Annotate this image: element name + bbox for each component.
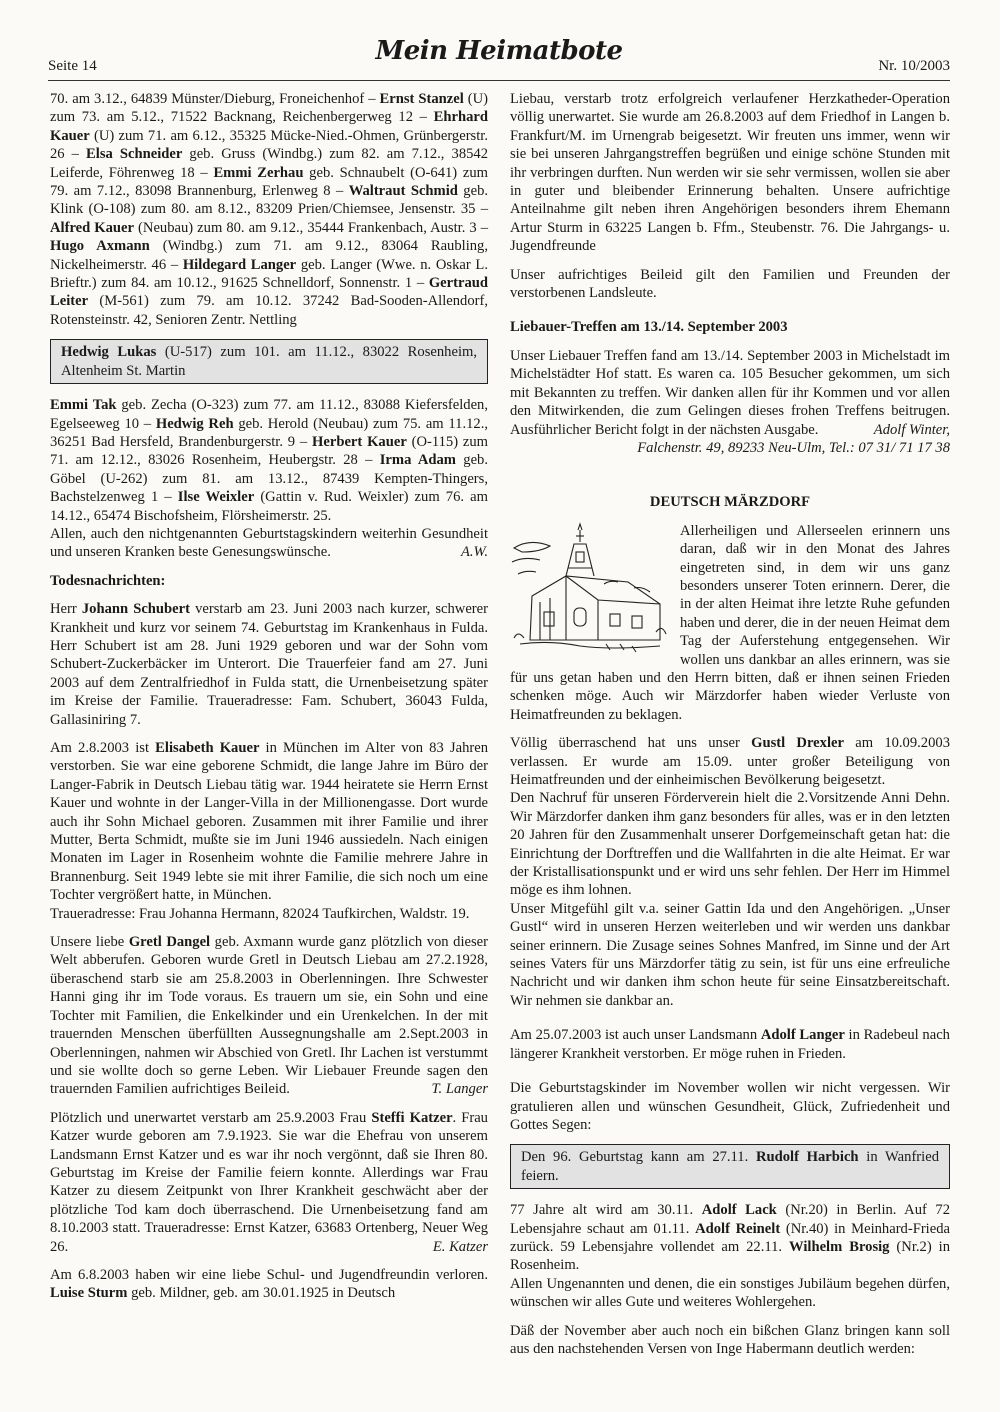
nachruf-paragraph: Den Nachruf für unseren Förderverein hielt die 2.Vorsitzende Anni Dehn. Wir Märzdorfer danken ihm ganz besonders für alles, was er in den letzten 20 Jahren für den Zusammenhalt unserer Dorfgemeinschaft getan hat: die Einrichtung der Dorftreffen und die Wallfahrten in die alte Heimat. Er war der Kristallisationspunkt und er wird uns sehr fehlen. Der Herr im Himmel möge es ihm lohnen.	[510, 790, 950, 899]
drexler-paragraph: Völlig überraschend hat uns unser Gustl Drexler am 10.09.2003 verlassen. Er wurde am 15.09. unter großer Beteiligung von Heimatfreunden und der einheimischen Bevölkerung beigesetzt.	[510, 735, 950, 788]
page-number: Seite 14	[48, 58, 97, 74]
allerheiligen-paragraph: Allerheiligen und Allerseelen erinnern uns daran, daß wir in den Monat des Jahres eingetreten sind, in dem wir uns ganz besonders unserer Toten erinnern. Derer, die in der alten Heimat ihre letzte Ruhe gefunden haben und derer, die in der neuen Heimat dem Tag der Auferstehung entgegensehen. Wir wollen uns dankbar an alles erinnern, was sie für uns getan haben und den Herrn bitten, daß er ihnen seinen Frieden schenken möge. Auch wir Märzdorfer haben wieder Verluste von Heimatfreunden zu beklagen.	[510, 522, 950, 723]
obituary-dangel-signature: T. Langer	[431, 1081, 488, 1098]
wishes-paragraph	[50, 525, 488, 562]
november-birthdays-intro: Die Geburtstagskinder im November wollen wir nicht vergessen. Wir gratulieren allen und wünschen Gesundheit, Glück, Zufriedenheit und Gottes Segen:	[510, 1080, 950, 1133]
obituary-dangel	[50, 933, 488, 1099]
obituary-kauer-address: Traueradresse: Frau Johanna Hermann, 82024 Taufkirchen, Waldstr. 19.	[50, 905, 470, 922]
birthday-list-2: Emmi Tak geb. Zecha (O-323) zum 77. am 11.12., 83088 Kiefersfelden, Egelseeweg 10 – Hedwig Reh geb. Herold (Neubau) zum 75. am 11.12., 36251 Bad Hersfeld, Brandenburgerstr. 9 – Herbert Kauer (O-115) zum 71. am 12.12., 83026 Rosenheim, Heubergstr. 28 – Irma Adam geb. Göbel (U-262) zum 81. am 13.12., 87439 Kempten-Thingers, Bachstelzenweg 1 – Ilse Weixler (Gattin v. Rud. Weixler) zum 76. am 14.12., 65474 Bischofsheim, Flörsheimerstr. 25.	[50, 397, 489, 524]
obituary-sturm-cont: Liebau, verstarb trotz erfolgreich verlaufener Herzkatheder-Operation völlig unerwartet. Sie wurde am 26.8.2003 auf dem Friedhof in Langen b. Frankfurt/M. im Urnengrab beigesetzt. Wir freuten uns immer, wenn wir sie bei unseren Jahrgangstreffen begrüßen und einige schöne Stunden mit ihr verbringen durften. Nun werden wir sie sehr vermissen, wollen sie aber in guter und bleibender Erinnerung behalten. Unsere aufrichtige Anteilnahme gilt neben ihren Angehörigen besonders ihrem Ehemann Artur Sturm in 63225 Langen b. Ffm., Steubenstr. 76. Die Jahrgangs- u. Jugendfreunde	[510, 91, 950, 255]
birthday-list-1: 70. am 3.12., 64839 Münster/Dieburg, Froneichenhof – Ernst Stanzel (U) zum 73. am 5.12., 71522 Backnang, Reichenbergerweg 12 – Ehrhard Kauer (U) zum 71. am 6.12., 35325 Mücke-Nied.-Ohmen, Grünbergerstr. 26 – Elsa Schneider geb. Gruss (Windbg.) zum 82. am 7.12., 38542 Leiferde, Föhrenweg 18 – Emmi Zerhau geb. Schnaubelt (O-641) zum 79. am 7.12., 83098 Brannenburg, Erlenweg 8 – Waltraut Schmid geb. Klink (O-108) zum 80. am 8.12., 83209 Prien/Chiemsee, Jensenstr. 35 – Alfred Kauer (Neubau) zum 80. am 9.12., 35444 Frankenbach, Austr. 3 – Hugo Axmann (Windbg.) zum 71. am 9.12., 83064 Raubling, Nickelheimerstr. 46 – Hildegard Langer geb. Langer (Wwe. n. Oskar L. Brieftr.) zum 84. am 10.12., 91625 Schnelldorf, Sonnenstr. 1 – Gertraud Leiter (M-561) zum 79. am 10.12. 37242 Bad-Sooden-Allendorf, Rotensteinstr. 42, Senioren Zentr. Nettling	[50, 91, 489, 328]
header-rule	[48, 80, 950, 81]
right-column	[510, 90, 950, 1368]
maerzdorf-section	[510, 522, 950, 724]
november-verses-intro: Däß der November aber auch noch ein bißchen Glanz bringen kann soll aus den nachstehenden Versen von Inge Habermann deutlich werden:	[510, 1322, 950, 1357]
jubilaeum-paragraph: Allen Ungenannten und denen, die ein sonstiges Jubiläum begehen dürfen, wünschen wir alles Gute und weiteres Wohlergehen.	[510, 1275, 950, 1311]
treffen-report	[510, 347, 950, 439]
wishes-text: Allen, auch den nichtgenannten Geburtstagskindern weiterhin Gesundheit und unseren Kranken beste Genesungswünsche.	[50, 525, 488, 561]
obituary-sturm: Am 6.8.2003 haben wir eine liebe Schul- und Jugendfreundin verloren. Luise Sturm geb. Mildner, geb. am 30.01.1925 in Deutsch	[50, 1266, 488, 1302]
obituaries-heading: Todesnachrichten:	[50, 572, 166, 589]
treffen-report-text: Unser Liebauer Treffen fand am 13./14. September 2003 in Michelstadt im Michelstädter Hof statt. Es waren ca. 105 Besucher gekommen, um sich mit Bekannten zu treffen. Wir danken allen für ihr Kommen und vor allen den Mitwirkenden, die zum Gelingen dieses frohen Treffens beitrugen. Ausführlicher Bericht folgt in der nächsten Ausgabe.	[510, 347, 950, 438]
obituary-schubert: Herr Johann Schubert verstarb am 23. Juni 2003 nach kurzer, schwerer Krankheit und kurz vor seinem 74. Geburtstag im Krankenhaus in Fulda. Herr Schubert ist am 28. Juni 1929 geboren und war der Sohn vom Schubert-Zuckerbäcker im Unterort. Die Trauerfeier fand am 27. Juni 2003 auf dem Zentralfriedhof in Fulda statt, die Urnenbeisetzung später im Kreise der Familie. Traueradresse: Fam. Schubert, 36043 Fulda, Gallasiniring 7.	[50, 601, 488, 728]
page-header	[48, 34, 950, 74]
langer-paragraph: Am 25.07.2003 ist auch unser Landsmann Adolf Langer in Radebeul nach längerer Krankheit verstorben. Er möge ruhen in Frieden.	[510, 1027, 950, 1062]
highlight-box-harbich: Den 96. Geburtstag kann am 27.11. Rudolf Harbich in Wanfried feiern.	[510, 1144, 950, 1189]
treffen-signature: Adolf Winter,	[873, 421, 950, 438]
condolence-paragraph: Unser aufrichtiges Beileid gilt den Familien und Freunden der verstorbenen Landsleute.	[510, 266, 950, 302]
obituary-katzer-text: Plötzlich und unerwartet verstarb am 25.9.2003 Frau Steffi Katzer. Frau Katzer wurde geboren am 7.9.1923. Sie war die Ehefrau von unserem Landsmann Ernst Katzer und es war ihr noch vergönnt, daß sie Ihren 80. Geburtstag im Kreise der Familie feiern konnte. Allerdings war Frau Katzer zu diesem Zeitpunkt von Ihrer Krankheit geschwächt aber der plötzliche Tod kam doch überraschend. Die Urnenbeisetzung fand am 8.10.2003 statt. Traueradresse: Ernst Katzer, 63683 Ortenberg, Neuer Weg 26.	[50, 1109, 488, 1255]
treffen-heading: Liebauer-Treffen am 13./14. September 2003	[510, 319, 788, 336]
church-drawing-icon	[510, 522, 670, 654]
highlight-box-hedwig-lukas: Hedwig Lukas (U-517) zum 101. am 11.12., 83022 Rosenheim, Altenheim St. Martin	[50, 339, 488, 384]
issue-number: Nr. 10/2003	[878, 58, 950, 74]
maerzdorf-heading: DEUTSCH MÄRZDORF	[649, 494, 811, 511]
masthead-logo: Mein Heimatbote	[375, 36, 623, 66]
obituary-kauer: Am 2.8.2003 ist Elisabeth Kauer in München im Alter von 83 Jahren verstorben. Sie war eine geborene Schmidt, die lange Jahre im Büro der Langer-Fabrik in Deutsch Liebau tätig war. 1944 heiratete sie Herrn Ernst Kauer und wohnte in der Langer-Villa in der Millionengasse. Dort wurde auch ihr Sohn Michael geboren. Zusammen mit ihrer Familie und ihrer Mutter, Berta Schmidt, mußte sie im Juni 1946 aussiedeln. Nach einigen Monaten im Lager in Rosenheim wohnte die Familie mehrere Jahre in Brannenburg. Seit 1949 lebte sie mit ihrer Familie, die sich noch um eine Tochter vergrößert hatte, in München.	[50, 740, 488, 904]
wishes-signature: A.W.	[460, 544, 488, 561]
november-birthdays-list: 77 Jahre alt wird am 30.11. Adolf Lack (Nr.20) in Berlin. Auf 72 Lebensjahre schaut am 01.11. Adolf Reinelt (Nr.40) in Meinhard-Frieda zurück. 59 Lebensjahre vollendet am 22.11. Wilhelm Brosig (Nr.2) in Rosenheim.	[510, 1202, 951, 1274]
obituary-dangel-text: Unsere liebe Gretl Dangel geb. Axmann wurde ganz plötzlich von dieser Welt abberufen. Geboren wurde Gretl in Deutsch Liebau am 27.2.1928, überaschend starb sie am 25.8.2003 in Oberlenningen. Ihre Schwester Hanni ging ihr im Tode voraus. Es trauern um sie, ein Sohn und eine Tochter mit Familien, die Enkelkinder und ein Urenkelchen. In der mit trauernden Menschen überfüllten Aussegnungshalle am 2.Sept.2003 in Oberlenningen, nahmen wir Abschied von Gretl. Ihr Lachen ist verstummt und sie wollte doch so gerne Leben. Wir Liebauer Freunde sagen den trauernden Familien aufrichtiges Beileid.	[50, 934, 488, 1098]
left-column	[50, 90, 488, 1313]
obituary-katzer-signature: E. Katzer	[432, 1238, 488, 1255]
treffen-address: Falchenstr. 49, 89233 Neu-Ulm, Tel.: 07 31/ 71 17 38	[637, 439, 950, 456]
mitgefuehl-paragraph: Unser Mitgefühl gilt v.a. seiner Gattin Ida und den Angehörigen. „Unser Gustl“ wird in unseren Herzen weiterleben und wir werden uns dankbar seiner erinnern. Die Zusage seines Sohnes Manfred, im Sinne und der Art seines Vaters für uns Märzdorfer tätig zu sein, ist für uns eine erfreuliche Nachricht und wir danken ihm schon heute für seine Einsatzbereitschaft. Wir nehmen sie dankbar an.	[510, 900, 950, 1009]
obituary-katzer	[50, 1109, 488, 1256]
